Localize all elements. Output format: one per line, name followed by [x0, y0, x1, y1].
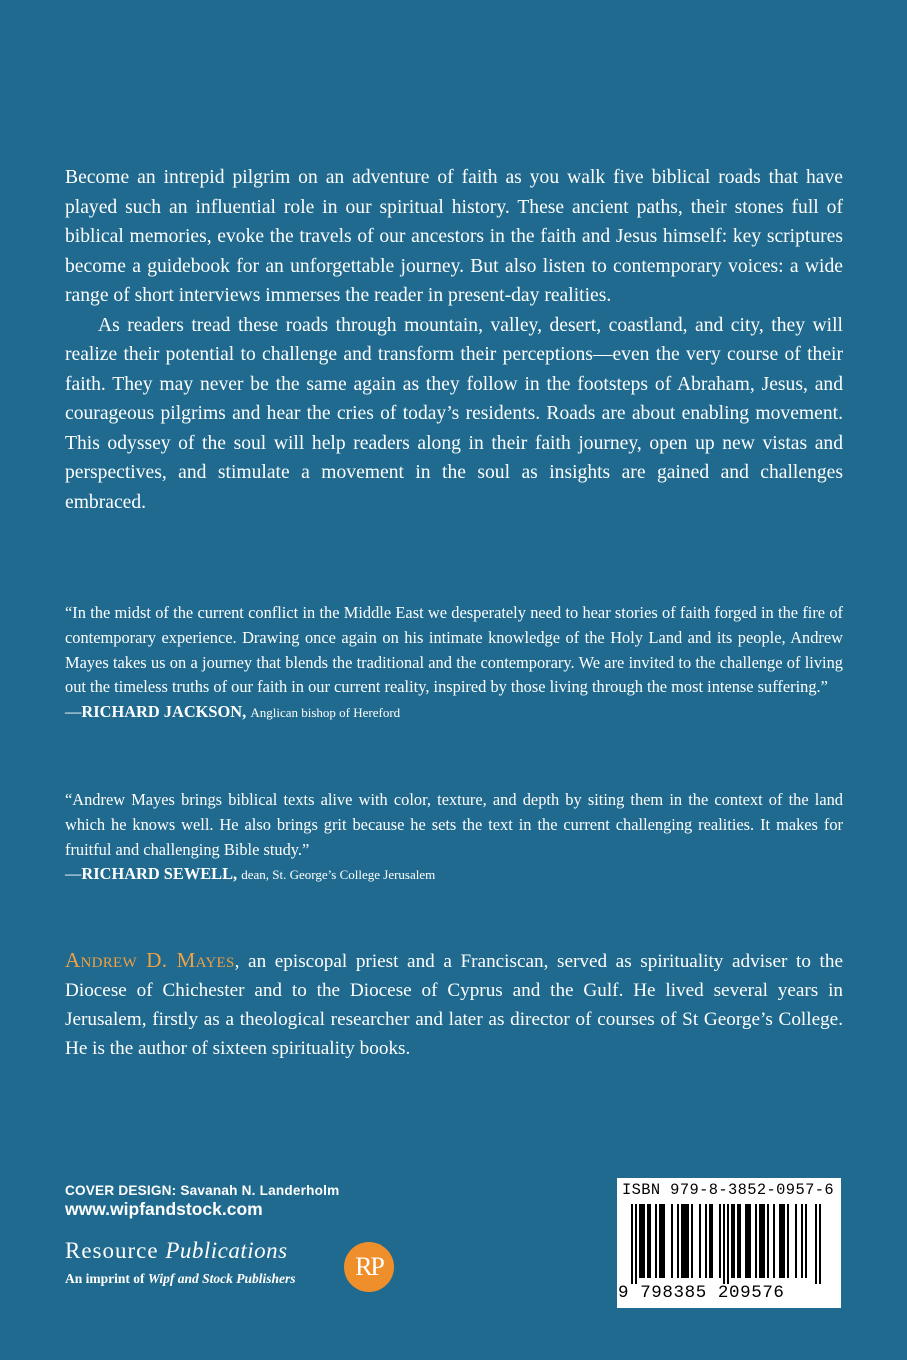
blurb-paragraph-2: As readers tread these roads through mountain, valley, desert, coastland, and city, they will realize their potential to challenge and transform their perceptions—even the very course of their faith. They may never be the same again as they follow in the footsteps of Abraham, Jesus, and courageous pilgrims and hear the cries of today’s residents. Roads are about enabling movement. This odyssey of the soul will help readers along in their faith journey, open up new vistas and perspectives, and stimulate a movement in the soul as insights are gained and challenges embraced.	[65, 314, 843, 513]
barcode-bar	[783, 1204, 785, 1278]
credits	[65, 1183, 339, 1220]
publisher-block	[65, 1238, 405, 1298]
barcode-bar	[683, 1204, 685, 1278]
barcode-bar	[709, 1204, 711, 1278]
barcode-bar	[767, 1204, 769, 1278]
attribution-dash: —	[65, 702, 82, 722]
barcode-bar	[691, 1204, 693, 1278]
blurb-paragraph-1: Become an intrepid pilgrim on an adventure of faith as you walk five biblical roads that have played such an influential role in our spiritual history. These ancient paths, their stones full of biblical memories, evoke the travels of our ancestors in the faith and Jesus himself: key scriptures become a guidebook for an unforgettable journey. But also listen to contemporary voices: a wide range of short interviews immerses the reader in present-day realities.	[65, 167, 843, 306]
author-bio	[65, 946, 843, 1063]
rp-logo: RP	[344, 1242, 394, 1292]
back-cover-blurb	[65, 163, 843, 517]
barcode-digits: 9 798385 209576	[618, 1283, 785, 1303]
barcode-bar	[705, 1204, 707, 1278]
barcode-bars	[631, 1204, 831, 1284]
attribution-dash: —	[65, 864, 82, 884]
barcode-bar	[641, 1204, 643, 1278]
barcode-bar	[737, 1204, 739, 1278]
barcode-bar	[815, 1204, 817, 1284]
barcode-bar	[745, 1204, 747, 1278]
barcode-bar	[787, 1204, 789, 1278]
publisher-name	[65, 1238, 288, 1264]
endorsement-text: “Andrew Mayes brings biblical texts alive with color, texture, and depth by siting them in the context of the land which he knows well. He also brings grit because he sets the text in the current challenging realities. It makes for fruitful and challenging Bible study.”	[65, 790, 843, 859]
barcode-bar	[719, 1204, 721, 1278]
barcode-bar	[661, 1204, 663, 1278]
imprint-prefix: An imprint of	[65, 1271, 145, 1286]
endorsement-2	[65, 788, 843, 888]
barcode-bar	[639, 1204, 641, 1278]
barcode-bar	[731, 1204, 733, 1278]
barcode-bar	[727, 1204, 729, 1284]
barcode-bar	[647, 1204, 649, 1278]
barcode-bar	[681, 1204, 683, 1278]
barcode-bar	[687, 1204, 689, 1278]
barcode-bar	[763, 1204, 765, 1278]
endorser-role: Anglican bishop of Hereford	[250, 705, 401, 721]
barcode-bar	[649, 1204, 651, 1278]
publisher-url: www.wipfandstock.com	[65, 1199, 263, 1219]
barcode-bar	[635, 1204, 637, 1284]
barcode-bar	[779, 1204, 781, 1278]
barcode-bar	[805, 1204, 807, 1278]
endorsement-1	[65, 601, 843, 726]
barcode-bar	[819, 1204, 821, 1284]
imprint-name: Wipf and Stock Publishers	[147, 1271, 296, 1286]
barcode-bar	[655, 1204, 657, 1278]
barcode-bar	[723, 1204, 725, 1284]
barcode-bar	[659, 1204, 661, 1278]
barcode-bar	[781, 1204, 783, 1278]
barcode-bar	[739, 1204, 741, 1278]
endorsement-text: “In the midst of the current conflict in the Middle East we desperately need to hear stories of faith forged in the fire of contemporary experience. Drawing once again on his intimate knowledge of the Holy Land and its people, Andrew Mayes takes us on a journey that blends the traditional and the contemporary. We are invited to the challenge of living out the timeless truths of our faith in our current reality, inspired by those living through the most intense suffering.”	[65, 603, 843, 697]
barcode-bar	[749, 1204, 751, 1278]
author-name: Andrew D. Mayes	[65, 948, 235, 972]
barcode-bar	[677, 1204, 679, 1278]
endorser-role: dean, St. George’s College Jerusalem	[241, 867, 436, 883]
endorser-name: RICHARD SEWELL,	[81, 864, 238, 884]
barcode-bar	[663, 1204, 665, 1278]
barcode-bar	[801, 1204, 803, 1278]
barcode-bar	[711, 1204, 713, 1278]
barcode-bar	[795, 1204, 797, 1278]
endorser-name: RICHARD JACKSON,	[81, 702, 247, 722]
barcode-bar	[773, 1204, 775, 1278]
barcode-bar	[643, 1204, 645, 1278]
isbn-label: ISBN 979-8-3852-0957-6	[622, 1181, 834, 1199]
barcode-bar	[761, 1204, 763, 1278]
barcode-bar	[699, 1204, 701, 1278]
barcode-bar	[759, 1204, 761, 1278]
barcode-bar	[631, 1204, 633, 1284]
barcode-bar	[755, 1204, 757, 1278]
publisher-name-regular: Resource	[65, 1238, 159, 1263]
publisher-imprint	[65, 1271, 296, 1287]
endorsement-attribution	[65, 700, 843, 726]
barcode-bar	[685, 1204, 687, 1278]
endorsement-attribution	[65, 862, 843, 888]
barcode-bar	[733, 1204, 735, 1278]
publisher-name-italic: Publications	[165, 1238, 288, 1263]
barcode-bar	[671, 1204, 673, 1278]
cover-design-credit: COVER DESIGN: Savanah N. Landerholm	[65, 1183, 340, 1198]
author-bio-text: , an episcopal priest and a Franciscan, served as spirituality adviser to the Diocese of Chichester and to the Diocese of Cyprus and the Gulf. He lived several years in Jerusalem, firstly as a theological researcher and later as director of courses of St George’s College. He is the author of sixteen spirituality books.	[65, 951, 843, 1059]
isbn-barcode	[617, 1178, 841, 1308]
barcode-bar	[747, 1204, 749, 1278]
